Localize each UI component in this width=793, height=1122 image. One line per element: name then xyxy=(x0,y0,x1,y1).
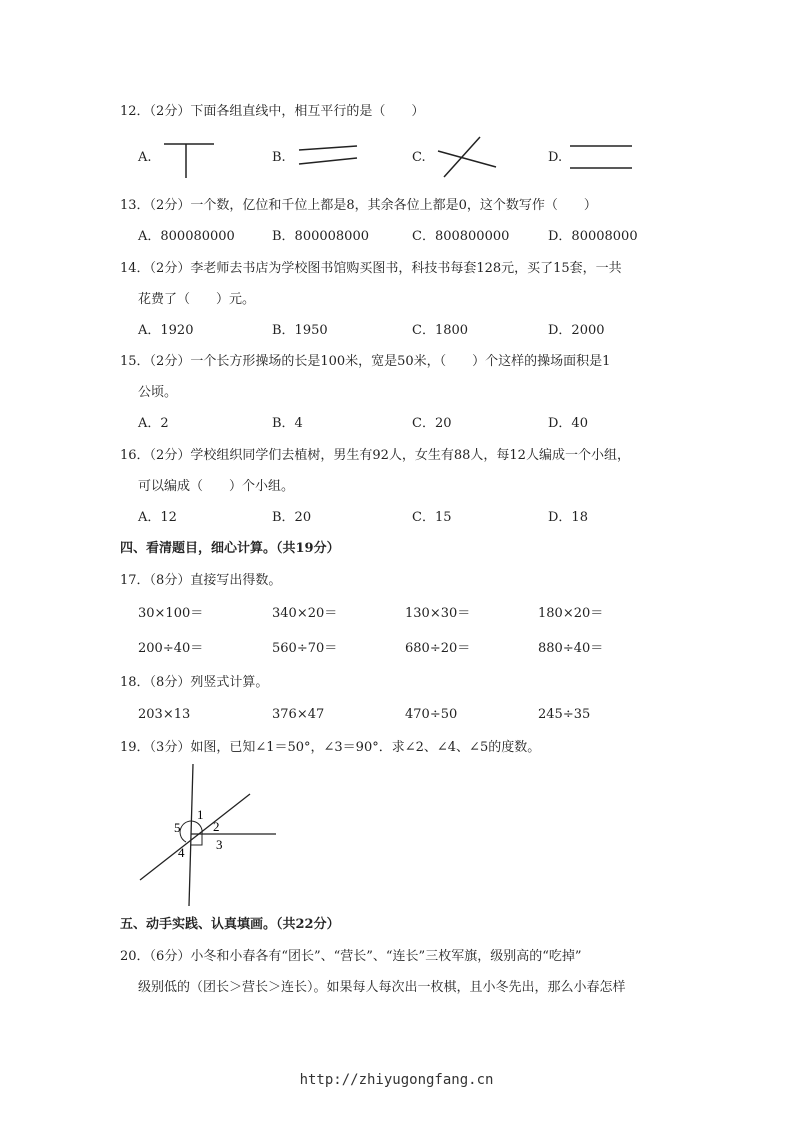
q14-option-d: D．2000 xyxy=(548,323,605,338)
q13-option-b: B．800008000 xyxy=(272,229,369,244)
footer-url: http://zhiyugongfang.cn xyxy=(299,1072,494,1088)
q19-angle-figure xyxy=(138,762,278,908)
q19-angle-label: 1 xyxy=(197,807,204,822)
q16-stem-line1: 16．（2分）学校组织同学们去植树，男生有92人，女生有88人，每12人编成一个小组， xyxy=(120,448,630,463)
q19-angle-label: 3 xyxy=(216,837,223,852)
q18-item: 245÷35 xyxy=(538,707,591,722)
q18-item: 203×13 xyxy=(138,707,191,722)
q16-option-b: B．20 xyxy=(272,510,312,525)
q12-option-b-figure xyxy=(295,142,361,172)
q12-option-a-label: A. xyxy=(138,150,152,165)
q14-option-c: C．1800 xyxy=(412,323,469,338)
q17-item: 340×20＝ xyxy=(272,606,338,621)
q17-stem: 17．（8分）直接写出得数。 xyxy=(120,573,282,588)
q17-item: 200÷40＝ xyxy=(138,641,204,656)
q12-option-a-figure xyxy=(160,138,218,180)
q16-option-d: D．18 xyxy=(548,510,588,525)
q15-stem-line1: 15．（2分）一个长方形操场的长是100米，宽是50米，（ ）个这样的操场面积是1 xyxy=(120,354,611,369)
q17-item: 560÷70＝ xyxy=(272,641,338,656)
q15-stem-line2: 公顷。 xyxy=(138,385,178,400)
q18-item: 376×47 xyxy=(272,707,325,722)
q12-option-b-label: B. xyxy=(272,150,286,165)
q12-option-d-label: D. xyxy=(548,150,563,165)
section-5-heading: 五、动手实践、认真填画。（共22分） xyxy=(120,917,340,932)
q14-stem-line1: 14．（2分）李老师去书店为学校图书馆购买图书，科技书每套128元，买了15套，一共 xyxy=(120,261,622,276)
q17-item: 180×20＝ xyxy=(538,606,604,621)
q19-angle-label: 2 xyxy=(213,819,220,834)
q19-angle-label: 4 xyxy=(178,845,185,860)
q16-option-c: C．15 xyxy=(412,510,452,525)
q20-stem-line1: 20．（6分）小冬和小春各有“团长”、“营长”、“连长”三枚军旗，级别高的“吃掉” xyxy=(120,949,582,964)
q17-item: 130×30＝ xyxy=(405,606,471,621)
q12-option-c-label: C. xyxy=(412,150,426,165)
q15-option-b: B．4 xyxy=(272,416,303,431)
q17-item: 880÷40＝ xyxy=(538,641,604,656)
q18-stem: 18．（8分）列竖式计算。 xyxy=(120,675,269,690)
q14-stem-line2: 花费了（ ）元。 xyxy=(138,292,256,307)
q14-option-a: A．1920 xyxy=(138,323,194,338)
q12-stem: 12．（2分）下面各组直线中，相互平行的是（ ） xyxy=(120,104,425,119)
q12-option-c-figure xyxy=(432,135,498,179)
q14-option-b: B．1950 xyxy=(272,323,328,338)
q19-stem: 19．（3分）如图，已知∠1＝50°，∠3＝90°．求∠2、∠4、∠5的度数。 xyxy=(120,740,541,755)
q20-stem-line2: 级别低的（团长＞营长＞连长）。如果每人每次出一枚棋，且小冬先出，那么小春怎样 xyxy=(138,980,626,995)
q15-option-c: C．20 xyxy=(412,416,452,431)
q17-item: 680÷20＝ xyxy=(405,641,471,656)
q13-option-c: C．800800000 xyxy=(412,229,510,244)
q12-option-d-figure xyxy=(568,140,634,174)
q13-option-a: A．800080000 xyxy=(138,229,235,244)
q16-option-a: A．12 xyxy=(138,510,177,525)
q17-item: 30×100＝ xyxy=(138,606,204,621)
q16-stem-line2: 可以编成（ ）个小组。 xyxy=(138,479,295,494)
section-4-heading: 四、看清题目，细心计算。（共19分） xyxy=(120,541,340,556)
q13-option-d: D．80008000 xyxy=(548,229,638,244)
q18-item: 470÷50 xyxy=(405,707,458,722)
q13-stem: 13．（2分）一个数，亿位和千位上都是8，其余各位上都是0，这个数写作（ ） xyxy=(120,198,597,213)
q15-option-d: D．40 xyxy=(548,416,588,431)
q15-option-a: A．2 xyxy=(138,416,169,431)
q19-angle-label: 5 xyxy=(174,820,181,835)
